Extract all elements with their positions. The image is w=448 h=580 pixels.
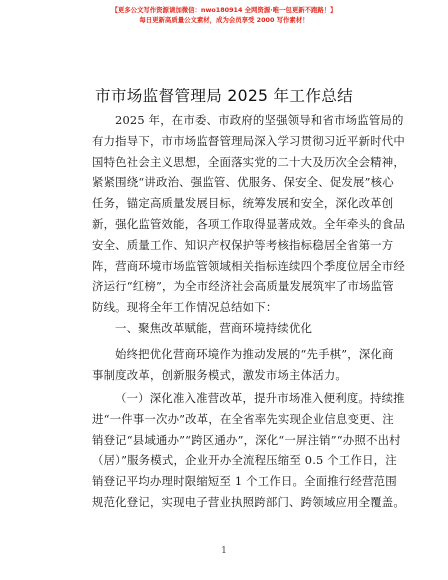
text-line: 事制度改革，创新服务模式，激发市场主体活力。 [92, 367, 347, 382]
text-line: 销登记平均办理时限缩短至 1 个工作日。全面推行经营范围 [92, 474, 397, 489]
promo-banner-line-1: 【更多公文写作资源请加微信：nwo180914 全网资源·唯一包更新不跑路！】 [111, 6, 337, 14]
text-line: 防线。现将全年工作情况总结如下： [92, 300, 278, 315]
text-line: 有力指导下，市市场监督管理局深入学习贯彻习近平新时代中 [92, 133, 405, 148]
text-line: 进“一件事一次办”改革，在全省率先实现企业信息变更、注 [92, 411, 394, 426]
text-line: 新，强化监管效能，各项工作取得显著成效。全年牵头的食品 [92, 216, 405, 231]
subsection-paragraph [92, 388, 405, 513]
text-line: 规范化登记，实现电子营业执照跨部门、跨领域应用全覆盖。 [92, 494, 405, 509]
intro-paragraph [92, 110, 405, 318]
text-line: 阵，营商环境市场监管领域相关指标连续四个季度位居全市经 [92, 258, 405, 273]
section-heading [92, 318, 366, 339]
text-line: 济运行“红榜”，为全市经济社会高质量发展筑牢了市场监管 [92, 279, 394, 294]
text-line: （一）深化准入准营改革，提升市场准入便利度。持续推 [115, 391, 405, 405]
section-heading-text: 一、聚焦改革赋能，营商环境持续优化 [115, 321, 313, 335]
text-line: 安全、质量工作、知识产权保护等考核指标稳居全省第一方 [92, 237, 394, 252]
text-line: 国特色社会主义思想，全面落实党的二十大及历次全会精神， [92, 154, 405, 169]
document-title: 市市场监督管理局 2025 年工作总结 [94, 87, 354, 105]
text-line: 任务，锚定高质量发展目标，统筹发展和安全，深化改革创 [92, 196, 394, 211]
text-line: 销登记“县域通办”“跨区通办”，深化“一屏注销”“办照不出村 [92, 432, 401, 447]
section-intro-paragraph [92, 344, 394, 386]
text-line: 紧紧围绕“讲政治、强监管、优服务、保安全、促发展”核心 [92, 175, 394, 190]
text-line: （居）”服务模式，企业开办全流程压缩至 0.5 个工作日，注 [92, 453, 397, 468]
text-line: 始终把优化营商环境作为推动发展的“先手棋”，深化商 [115, 347, 394, 361]
promo-banner-line-2: 每日更新高质量公文素材，成为会员享受 2000 写作素材！ [139, 16, 309, 24]
page-number: 1 [221, 546, 227, 556]
text-line: 2025 年，在市委、市政府的坚强领导和省市场监管局的 [115, 113, 404, 127]
